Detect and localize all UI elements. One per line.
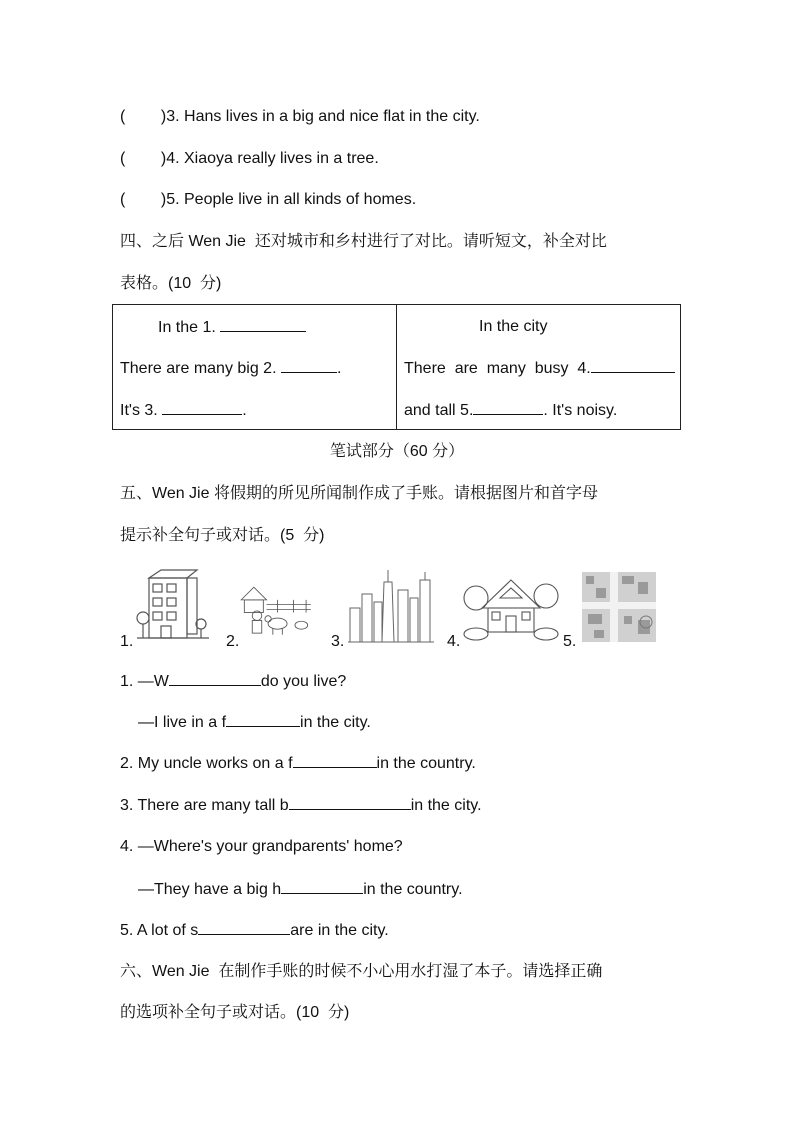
left-row-2-text: There are many big 2.	[120, 360, 277, 377]
blank-f1[interactable]	[226, 712, 300, 727]
blank-w[interactable]	[169, 671, 261, 686]
apartment-building-picture	[135, 568, 211, 646]
left-header	[158, 317, 306, 338]
right-row-2	[404, 358, 675, 379]
right-row-3	[404, 400, 617, 421]
s5-q2-post: in the country.	[376, 755, 476, 772]
country-house-picture	[462, 568, 560, 646]
blank-1[interactable]	[220, 317, 306, 332]
s5-question-2	[120, 753, 476, 774]
section-5-title-line2: 提示补全句子或对话。(5 分)	[120, 527, 325, 544]
s5-q1b-pre: —I live in a f	[138, 714, 227, 731]
section-5-title: 五、Wen Jie 将假期的所见所闻制作成了手账。请根据图片和首字母	[120, 485, 598, 502]
section-6-title: 六、Wen Jie 在制作手账的时候不小心用水打湿了本子。请选择正确	[120, 963, 603, 980]
s5-q5-pre: 5. A lot of s	[120, 922, 199, 939]
blank-h[interactable]	[281, 879, 363, 894]
left-row-2-end: .	[336, 360, 342, 377]
question-3: ( )3. Hans lives in a big and nice flat in the city.	[120, 108, 480, 125]
s5-question-4b	[138, 879, 463, 900]
right-row-3-end: . It's noisy.	[543, 402, 618, 419]
left-row-3-text: It's 3.	[120, 402, 158, 419]
right-header: In the city	[479, 318, 548, 335]
blank-b[interactable]	[289, 795, 411, 810]
section-4-title-line2: 表格。(10 分)	[120, 275, 222, 292]
s5-q3-pre: 3. There are many tall b	[120, 797, 289, 814]
farm-picture	[238, 568, 314, 646]
written-section-title: 笔试部分（60 分）	[329, 443, 465, 460]
blank-s[interactable]	[198, 920, 290, 935]
s5-q1a-pre: 1. —W	[120, 673, 169, 690]
blank-2[interactable]	[281, 358, 337, 373]
s5-question-3	[120, 795, 482, 816]
blank-5[interactable]	[473, 400, 543, 415]
right-row-3-text: and tall 5.	[404, 402, 474, 419]
left-row-3	[120, 400, 247, 421]
right-row-2-text: There are many busy 4.	[404, 360, 591, 377]
blank-f2[interactable]	[293, 753, 377, 768]
section-4-title: 四、之后 Wen Jie 还对城市和乡村进行了对比。请听短文，补全对比	[120, 233, 607, 250]
s5-q1a-post: do you live?	[260, 673, 347, 690]
city-column	[397, 305, 681, 430]
blank-4[interactable]	[591, 358, 675, 373]
comparison-table	[112, 304, 681, 430]
s5-q2-pre: 2. My uncle works on a f	[120, 755, 293, 772]
s5-q5-post: are in the city.	[290, 922, 389, 939]
s5-question-1a	[120, 671, 346, 692]
pic-number-1: 1.	[120, 633, 134, 650]
pic-number-2: 2.	[226, 633, 240, 650]
section-6-title-line2: 的选项补全句子或对话。(10 分)	[120, 1004, 350, 1021]
pic-number-3: 3.	[331, 633, 345, 650]
street-map-picture	[582, 568, 658, 646]
s5-question-1b	[138, 712, 371, 733]
s5-question-4a: 4. —Where's your grandparents' home?	[120, 838, 403, 855]
s5-q3-post: in the city.	[410, 797, 482, 814]
left-header-text: In the 1.	[158, 319, 216, 336]
question-5: ( )5. People live in all kinds of homes.	[120, 191, 417, 208]
blank-3[interactable]	[162, 400, 242, 415]
left-row-2	[120, 358, 341, 379]
s5-question-5	[120, 920, 389, 941]
city-skyline-picture	[346, 568, 436, 646]
country-column	[113, 305, 397, 430]
s5-q1b-post: in the city.	[300, 714, 371, 731]
pic-number-5: 5.	[563, 633, 577, 650]
pic-number-4: 4.	[447, 633, 461, 650]
left-row-3-end: .	[242, 402, 247, 419]
s5-q4b-post: in the country.	[363, 881, 463, 898]
question-4: ( )4. Xiaoya really lives in a tree.	[120, 150, 379, 167]
s5-q4b-pre: —They have a big h	[138, 881, 282, 898]
